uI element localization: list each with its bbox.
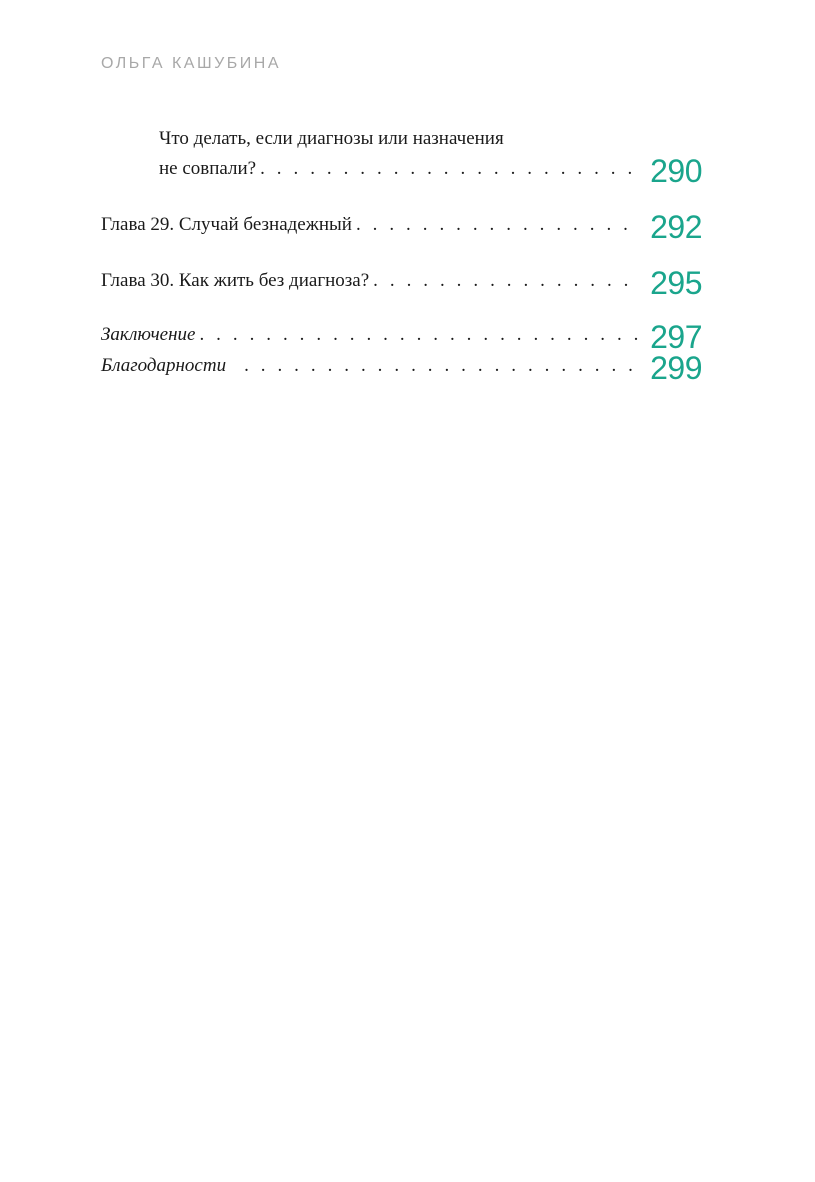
toc-entry-title-line-1: Что делать, если диагнозы или назначения <box>159 128 504 149</box>
toc-entry-conclusion[interactable] <box>101 319 702 355</box>
toc-entry-line <box>101 350 702 386</box>
toc-page-number: 295 <box>650 265 702 301</box>
toc-entry-title-line-2: не совпали? <box>159 158 257 179</box>
toc-entry-line-2 <box>159 153 702 189</box>
toc-entry-line <box>101 265 702 301</box>
dot-leader <box>356 210 640 240</box>
toc-entry-section[interactable] <box>159 124 702 189</box>
dot-leader <box>199 320 640 350</box>
toc-entry-line <box>101 319 702 355</box>
toc-page-number: 290 <box>650 153 702 189</box>
dot-leader <box>244 351 640 381</box>
toc-entry-acknowledgements[interactable] <box>101 350 702 386</box>
toc-entry-title: Глава 30. Как жить без диагноза? <box>101 270 370 291</box>
toc-entry-title: Заключение <box>101 324 196 345</box>
toc-entry-chapter-30[interactable] <box>101 265 702 301</box>
toc-entry-line <box>101 209 702 245</box>
toc-page-number: 299 <box>650 350 702 386</box>
toc-entry-title: Глава 29. Случай безнадежный <box>101 214 352 235</box>
toc-entry-chapter-29[interactable] <box>101 209 702 245</box>
dot-leader <box>373 266 640 296</box>
running-head-author: ОЛЬГА КАШУБИНА <box>101 55 282 72</box>
toc-page-number: 297 <box>650 319 702 355</box>
toc-entry-line-1 <box>159 124 702 154</box>
toc-entry-title: Благодарности <box>101 355 227 376</box>
dot-leader <box>260 154 640 184</box>
toc-page-number: 292 <box>650 209 702 245</box>
